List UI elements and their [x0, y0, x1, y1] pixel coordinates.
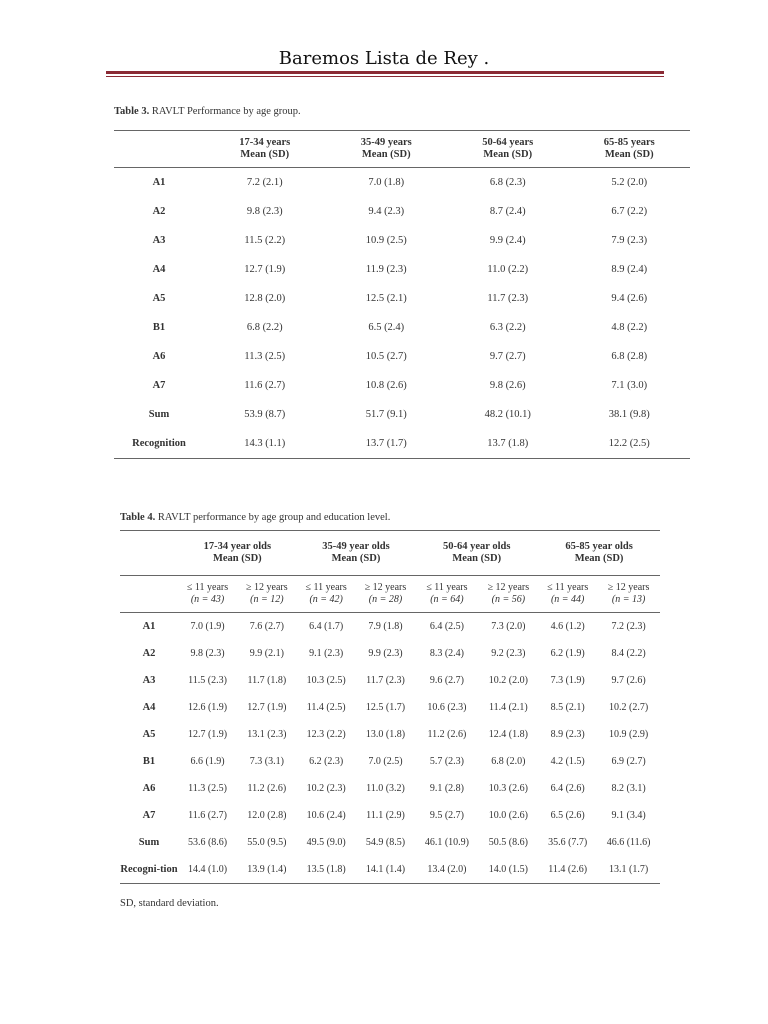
column-header-stat: Mean (SD): [483, 149, 533, 160]
row-label: Recognition: [132, 438, 186, 449]
table-cell: 6.3 (2.2): [489, 322, 526, 333]
table-cell: 10.6 (2.4): [306, 810, 346, 821]
table-cell: 6.4 (2.5): [429, 621, 464, 632]
table-cell: 7.2 (2.1): [246, 177, 283, 188]
column-header-stat: Mean (SD): [240, 149, 290, 160]
table-cell: 13.1 (1.7): [609, 864, 649, 875]
table4-subheader: [178, 576, 237, 613]
table4-group-header: [415, 531, 538, 576]
table-cell: 9.2 (2.3): [491, 648, 526, 659]
table-cell: 8.9 (2.3): [550, 729, 585, 740]
education-level: ≤ 11 years: [547, 582, 589, 593]
table-row: [120, 802, 660, 829]
sample-size: (n = 13): [611, 594, 646, 605]
table-row: [120, 694, 660, 721]
row-label: A5: [152, 293, 166, 304]
column-header-stat: Mean (SD): [604, 149, 654, 160]
row-label: Recogni-tion: [120, 864, 178, 875]
table3-column-header: [326, 131, 448, 168]
table-cell: 6.7 (2.2): [611, 206, 648, 217]
table-cell: 12.7 (1.9): [244, 264, 286, 275]
group-header-stat: Mean (SD): [452, 553, 502, 564]
table-cell: 4.8 (2.2): [611, 322, 648, 333]
table-cell: 9.7 (2.7): [489, 351, 526, 362]
table-cell: 7.1 (3.0): [611, 380, 648, 391]
table-row: [114, 226, 690, 255]
table3-caption-label: Table 3.: [114, 106, 150, 117]
row-label: A2: [142, 648, 156, 659]
table-cell: 6.5 (2.6): [550, 810, 585, 821]
table4-sub-corner: [120, 576, 178, 613]
table-cell: 7.0 (2.5): [368, 756, 403, 767]
table-cell: 6.5 (2.4): [368, 322, 405, 333]
education-level: ≤ 11 years: [305, 582, 347, 593]
table-cell: 12.7 (1.9): [187, 729, 228, 740]
table3-caption-text: RAVLT Performance by age group.: [149, 106, 301, 117]
table-cell: 11.3 (2.5): [188, 783, 227, 794]
group-header-stat: Mean (SD): [212, 553, 262, 564]
table-cell: 10.2 (2.3): [306, 783, 346, 794]
column-header-age: 35-49 years: [360, 137, 412, 148]
table4-caption-label: Table 4.: [120, 512, 156, 523]
table-cell: 10.0 (2.6): [488, 810, 528, 821]
table-cell: 11.5 (2.3): [188, 675, 227, 686]
table-cell: 11.0 (3.2): [366, 783, 405, 794]
table-cell: 8.3 (2.4): [429, 648, 464, 659]
table-cell: 6.2 (2.3): [309, 756, 344, 767]
table3-body: [114, 168, 690, 459]
table-row: [120, 775, 660, 802]
table-cell: 10.6 (2.3): [427, 702, 467, 713]
table4-group-header: [178, 531, 297, 576]
table-cell: 7.0 (1.8): [368, 177, 405, 188]
table-cell: 12.5 (2.1): [365, 293, 407, 304]
table-cell: 8.5 (2.1): [550, 702, 585, 713]
table-cell: 9.8 (2.6): [489, 380, 526, 391]
table-cell: 7.0 (1.9): [190, 621, 225, 632]
table-cell: 11.7 (1.8): [247, 675, 287, 686]
education-level: ≥ 12 years: [487, 582, 530, 593]
sample-size: (n = 64): [430, 594, 464, 605]
column-header-age: 65-85 years: [603, 137, 655, 148]
table-cell: 7.3 (2.0): [491, 621, 526, 632]
table-cell: 12.4 (1.8): [488, 729, 528, 740]
row-label: Sum: [148, 409, 170, 420]
sample-size: (n = 43): [190, 594, 225, 605]
table3-column-header: [569, 131, 691, 168]
table-row: [114, 255, 690, 284]
education-level: ≥ 12 years: [364, 582, 407, 593]
row-label: A4: [152, 264, 166, 275]
table-cell: 53.6 (8.6): [187, 837, 228, 848]
row-label: A6: [152, 351, 166, 362]
table-cell: 9.5 (2.7): [429, 810, 464, 821]
table-cell: 51.7 (9.1): [365, 409, 407, 420]
table-cell: 10.3 (2.6): [488, 783, 528, 794]
table-cell: 7.2 (2.3): [611, 621, 646, 632]
table-cell: 46.6 (11.6): [606, 837, 651, 848]
table-cell: 9.1 (2.3): [309, 648, 344, 659]
table-row: [114, 400, 690, 429]
table-cell: 6.8 (2.3): [489, 177, 526, 188]
group-header-age: 17-34 year olds: [203, 541, 272, 552]
table-cell: 50.5 (8.6): [488, 837, 528, 848]
table-row: [120, 748, 660, 775]
table-row: [114, 168, 690, 198]
table-cell: 11.4 (2.1): [488, 702, 528, 713]
row-label: A6: [142, 783, 156, 794]
table-cell: 11.9 (2.3): [365, 264, 407, 275]
table4-subheader: [356, 576, 416, 613]
table-cell: 11.5 (2.2): [244, 235, 286, 246]
education-level: ≥ 12 years: [607, 582, 650, 593]
table4-subheader: [479, 576, 539, 613]
table-cell: 8.7 (2.4): [489, 206, 526, 217]
table4-body: [120, 613, 660, 884]
table-cell: 48.2 (10.1): [484, 409, 531, 420]
table-cell: 7.9 (2.3): [611, 235, 648, 246]
table-cell: 9.9 (2.1): [249, 648, 284, 659]
table-cell: 9.6 (2.7): [429, 675, 464, 686]
table-row: [120, 856, 660, 884]
table4-subheader: [538, 576, 597, 613]
table-cell: 5.7 (2.3): [429, 756, 464, 767]
table4-subheader-row: [120, 576, 660, 613]
table-row: [114, 284, 690, 313]
table-cell: 14.1 (1.4): [365, 864, 406, 875]
table-cell: 11.4 (2.6): [548, 864, 588, 875]
table-cell: 12.5 (1.7): [365, 702, 406, 713]
row-label: A1: [152, 177, 166, 188]
header-rule-thin: [106, 76, 664, 77]
table-cell: 6.2 (1.9): [550, 648, 585, 659]
table-cell: 10.9 (2.5): [365, 235, 407, 246]
table4-group-header: [297, 531, 416, 576]
table-row: [114, 342, 690, 371]
table-cell: 12.7 (1.9): [247, 702, 287, 713]
table-cell: 5.2 (2.0): [611, 177, 648, 188]
table-row: [120, 721, 660, 748]
sample-size: (n = 12): [250, 594, 284, 605]
row-label: Sum: [138, 837, 160, 848]
table-cell: 12.6 (1.9): [187, 702, 228, 713]
table-row: [120, 829, 660, 856]
table-cell: 9.4 (2.3): [368, 206, 405, 217]
table4: [120, 530, 660, 884]
education-level: ≤ 11 years: [186, 582, 229, 593]
table-cell: 11.2 (2.6): [427, 729, 467, 740]
table-cell: 13.4 (2.0): [427, 864, 467, 875]
table-cell: 12.0 (2.8): [247, 810, 287, 821]
table-cell: 9.4 (2.6): [611, 293, 648, 304]
table-cell: 9.8 (2.3): [190, 648, 225, 659]
group-header-stat: Mean (SD): [574, 553, 624, 564]
group-header-age: 35-49 year olds: [322, 541, 390, 552]
table-cell: 9.9 (2.3): [368, 648, 403, 659]
table-cell: 7.3 (1.9): [550, 675, 585, 686]
table-row: [114, 371, 690, 400]
table-cell: 6.9 (2.7): [611, 756, 646, 767]
table-cell: 12.3 (2.2): [306, 729, 346, 740]
table-cell: 9.8 (2.3): [246, 206, 283, 217]
sample-size: (n = 56): [491, 594, 526, 605]
table3-caption: [114, 106, 301, 117]
table4-corner: [120, 531, 178, 576]
table-cell: 14.3 (1.1): [244, 438, 286, 449]
table-cell: 13.5 (1.8): [306, 864, 346, 875]
sample-size: (n = 42): [309, 594, 343, 605]
table-cell: 11.3 (2.5): [244, 351, 286, 362]
table-cell: 13.0 (1.8): [365, 729, 406, 740]
table-cell: 11.4 (2.5): [306, 702, 346, 713]
table-cell: 9.7 (2.6): [611, 675, 646, 686]
table-row: [114, 197, 690, 226]
table-cell: 46.1 (10.9): [424, 837, 469, 848]
table3-column-header: [204, 131, 326, 168]
table4-subheader: [297, 576, 356, 613]
table-cell: 7.9 (1.8): [368, 621, 403, 632]
table-row: [114, 429, 690, 459]
table-cell: 49.5 (9.0): [306, 837, 346, 848]
table-cell: 10.9 (2.9): [609, 729, 649, 740]
header-rule-thick: [106, 71, 664, 74]
table-cell: 13.9 (1.4): [247, 864, 287, 875]
row-label: A4: [142, 702, 156, 713]
table-cell: 11.0 (2.2): [487, 264, 529, 275]
table-cell: 6.8 (2.0): [491, 756, 526, 767]
table-cell: 35.6 (7.7): [548, 837, 588, 848]
table-cell: 13.7 (1.8): [487, 438, 529, 449]
table4-group-header: [538, 531, 660, 576]
table-cell: 11.1 (2.9): [366, 810, 405, 821]
row-label: A3: [142, 675, 156, 686]
row-label: A2: [152, 206, 166, 217]
row-label: A7: [142, 810, 156, 821]
table4-group-header-row: [120, 531, 660, 576]
table-cell: 11.6 (2.7): [188, 810, 227, 821]
group-header-stat: Mean (SD): [331, 553, 381, 564]
table-cell: 6.4 (2.6): [550, 783, 585, 794]
table-cell: 11.7 (2.3): [487, 293, 529, 304]
sample-size: (n = 44): [550, 594, 585, 605]
table-cell: 10.5 (2.7): [365, 351, 407, 362]
row-label: A3: [152, 235, 166, 246]
row-label: B1: [152, 322, 166, 333]
column-header-stat: Mean (SD): [361, 149, 411, 160]
education-level: ≥ 12 years: [246, 582, 288, 593]
table-cell: 54.9 (8.5): [365, 837, 406, 848]
column-header-age: 50-64 years: [482, 137, 534, 148]
row-label: B1: [142, 756, 156, 767]
table3: [114, 130, 690, 459]
table-cell: 7.6 (2.7): [249, 621, 284, 632]
table-cell: 10.2 (2.7): [609, 702, 649, 713]
table-cell: 11.6 (2.7): [244, 380, 286, 391]
table4-subheader: [597, 576, 660, 613]
table-cell: 13.7 (1.7): [365, 438, 407, 449]
table-cell: 9.9 (2.4): [489, 235, 526, 246]
table-cell: 14.4 (1.0): [187, 864, 228, 875]
table4-caption: [120, 512, 390, 523]
table-cell: 7.3 (3.1): [249, 756, 284, 767]
table-cell: 4.2 (1.5): [550, 756, 585, 767]
table4-caption-text: RAVLT performance by age group and education level.: [155, 512, 391, 523]
table-cell: 8.2 (3.1): [611, 783, 646, 794]
table4-subheader: [237, 576, 297, 613]
table-row: [120, 613, 660, 641]
table-cell: 9.1 (3.4): [611, 810, 646, 821]
table-cell: 6.6 (1.9): [190, 756, 225, 767]
table-cell: 6.8 (2.8): [611, 351, 648, 362]
group-header-age: 65-85 year olds: [565, 541, 633, 552]
sample-size: (n = 28): [368, 594, 403, 605]
table-cell: 11.2 (2.6): [247, 783, 287, 794]
table4-subheader: [415, 576, 478, 613]
table-cell: 9.1 (2.8): [429, 783, 464, 794]
table-row: [120, 640, 660, 667]
table-cell: 8.4 (2.2): [611, 648, 646, 659]
table-cell: 10.8 (2.6): [365, 380, 407, 391]
table-cell: 53.9 (8.7): [244, 409, 286, 420]
table-cell: 11.7 (2.3): [366, 675, 405, 686]
table-cell: 6.8 (2.2): [246, 322, 283, 333]
page-title: Baremos Lista de Rey .: [278, 48, 490, 69]
table-cell: 13.1 (2.3): [247, 729, 287, 740]
table-cell: 4.6 (1.2): [550, 621, 585, 632]
table-row: [120, 667, 660, 694]
column-header-age: 17-34 years: [239, 137, 291, 148]
table-row: [114, 313, 690, 342]
table-cell: 12.8 (2.0): [244, 293, 286, 304]
table3-corner: [114, 131, 204, 168]
table-cell: 38.1 (9.8): [608, 409, 650, 420]
row-label: A1: [142, 621, 156, 632]
group-header-age: 50-64 year olds: [442, 541, 511, 552]
table-cell: 10.3 (2.5): [306, 675, 346, 686]
row-label: A7: [152, 380, 166, 391]
table-cell: 55.0 (9.5): [247, 837, 287, 848]
table-cell: 8.9 (2.4): [611, 264, 648, 275]
row-label: A5: [142, 729, 156, 740]
table-cell: 6.4 (1.7): [309, 621, 344, 632]
table-cell: 10.2 (2.0): [488, 675, 528, 686]
table3-header-row: [114, 131, 690, 168]
education-level: ≤ 11 years: [426, 582, 468, 593]
table4-footnote: SD, standard deviation.: [120, 898, 219, 909]
table3-column-header: [447, 131, 569, 168]
table-cell: 14.0 (1.5): [488, 864, 528, 875]
table-cell: 12.2 (2.5): [608, 438, 650, 449]
